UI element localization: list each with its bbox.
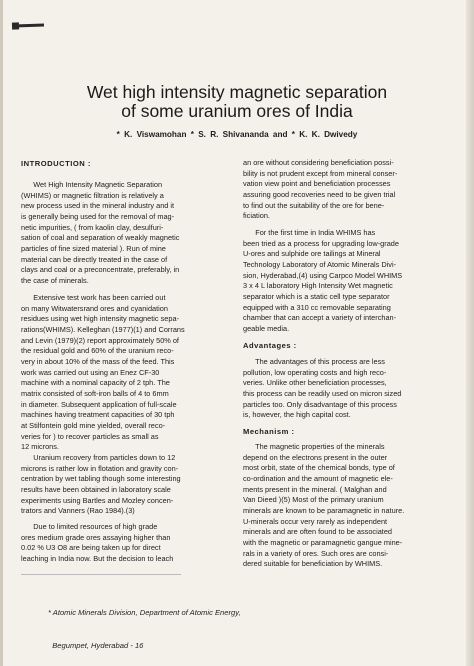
- text-line: Technology Laboratory of Atomic Minerals Divi-: [243, 259, 397, 269]
- text-line: U-ores and sulphide ore tailings at Mineral: [243, 249, 381, 259]
- text-line: machine with a nominal capacity of 2 tph. The: [21, 378, 170, 388]
- text-line: very in about 10% of the mass of the feed. This: [21, 356, 175, 366]
- text-line: 3 x 4 L laboratory High Intensity Wet magnetic: [243, 281, 393, 291]
- heading-introduction: INTRODUCTION :: [21, 159, 91, 168]
- text-line: equipped with a 310 cc removable separating: [243, 302, 391, 312]
- text-line: ments present in the mineral. ( Malghan and: [243, 484, 387, 494]
- mechanism-paragraph: [243, 442, 404, 570]
- text-line: Uranium recovery from particles down to 12: [21, 453, 176, 462]
- heading-advantages: Advantages :: [243, 341, 297, 350]
- text-line: machines having treatment capacities of 30 tph: [21, 410, 175, 420]
- text-line: ficiation.: [243, 211, 270, 221]
- text-line: the case of minerals.: [21, 275, 89, 285]
- text-line: to find out the suitability of the ore for bene-: [243, 200, 385, 210]
- text-line: The magnetic properties of the minerals: [243, 442, 385, 451]
- text-line: veries for ) to recover particles as small as: [21, 431, 159, 441]
- text-line: and Levin (1979)(2) report approximately 50% of: [21, 335, 179, 345]
- text-line: Due to limited resources of high grade: [21, 522, 158, 531]
- text-line: Wet High Intensity Magnetic Separation: [21, 180, 163, 189]
- text-line: work was carried out using an Enez CF-30: [21, 367, 160, 377]
- text-line: rations(WHIMS). Kelleghan (1977)(1) and Corrans: [21, 324, 185, 334]
- text-line: vation view point and beneficiation processes: [243, 179, 391, 189]
- text-line: Van Dieed )(5) Most of the primary uranium: [243, 495, 384, 505]
- text-line: The advantages of this process are less: [243, 357, 385, 366]
- text-line: 12 microns.: [21, 442, 59, 452]
- intro-paragraph-3: [21, 453, 181, 517]
- title-line-1: Wet high intensity magnetic separation: [86, 82, 388, 102]
- text-line: sation of coal and separation of weakly magnetic: [21, 233, 180, 243]
- text-line: 0.02 % U3 O8 are being taken up for direct: [21, 543, 161, 553]
- text-line: clays and coal or a preconcentrate, preferably, in: [21, 265, 180, 275]
- text-line: depend on the electrons present in the outer: [243, 452, 388, 462]
- text-line: leaching in India now. But the decision to leach: [21, 553, 174, 563]
- text-line: veries. Unlike other beneficiation processes,: [243, 378, 387, 388]
- text-line: dered suitable for beneficiation by WHIMS.: [243, 559, 383, 569]
- right-paragraph-2: [243, 228, 402, 335]
- text-line: particles of fine sized material ). Run of mine: [21, 243, 166, 253]
- advantages-paragraph: [243, 357, 401, 421]
- text-line: matrix consisted of soft-iron balls of 4 to 6mm: [21, 388, 169, 398]
- text-line: chamber that can accept a variety of interchan-: [243, 313, 397, 323]
- footnote-line-2: Begumpet, Hyderabad - 16: [48, 641, 144, 650]
- text-line: is generally being used for the removal of mag-: [21, 211, 175, 221]
- text-line: netic impurities, ( from kaolin clay, desulfuri-: [21, 222, 164, 232]
- text-line: pollution, low operating costs and high reco-: [243, 367, 387, 377]
- text-line: at Stilfontein gold mine yielded, overall reco-: [21, 420, 166, 430]
- corner-mark: [14, 23, 44, 27]
- intro-paragraph-4: [21, 522, 173, 565]
- text-line: on many Witwatersrand ores and cyanidation: [21, 303, 168, 313]
- text-line: ores medium grade ores assaying higher than: [21, 532, 171, 542]
- text-line: geable media.: [243, 323, 290, 333]
- authors: * K. Viswamohan * S. R. Shivananda and * K. K. Dwivedy: [116, 130, 358, 139]
- text-line: been tried as a process for upgrading low-grade: [243, 238, 399, 248]
- text-line: with the magnetic or paramagnetic gangue mine-: [243, 537, 403, 547]
- text-line: experiments using Bartles and Mozley concen-: [21, 495, 174, 505]
- text-line: most orbit, state of the chemical bonds, type of: [243, 463, 395, 473]
- text-line: minerals are known to be paramagnetic in nature.: [243, 505, 405, 515]
- footnote-separator: [21, 574, 181, 575]
- text-line: particles too. Only disadvantage of this process: [243, 399, 397, 409]
- text-line: separator which is a static cell type separator: [243, 291, 390, 301]
- text-line: the residual gold and 60% of the uranium reco-: [21, 346, 174, 356]
- heading-mechanism: Mechanism :: [243, 427, 295, 436]
- right-paragraph-1: [243, 158, 397, 222]
- title-line-2: of some uranium ores of India: [121, 101, 353, 121]
- text-line: microns is rather low in flotation and gravity con-: [21, 463, 179, 473]
- intro-paragraph-2: [21, 293, 185, 453]
- text-line: material can be directly treated in the case of: [21, 254, 168, 264]
- text-line: centration by wet tabling though some interesting: [21, 474, 181, 484]
- text-line: sion, Hyderabad,(4) using Carpco Model WHIMS: [243, 270, 403, 280]
- text-line: U-minerals occur very rarely as independent: [243, 516, 388, 526]
- footnote-line-1: * Atomic Minerals Division, Department of Atomic Energy,: [48, 608, 241, 617]
- text-line: Extensive test work has been carried out: [21, 293, 166, 302]
- text-line: minerals and are often found to be associated: [243, 527, 393, 537]
- footnote: [48, 585, 241, 662]
- text-line: assuring good recoveries need to be given trial: [243, 189, 396, 199]
- text-line: (WHIMS) or magnetic filtration is relatively a: [21, 190, 164, 200]
- text-line: an ore without considering beneficiation possi-: [243, 158, 394, 167]
- text-line: this process can be readily used on micron sized: [243, 388, 402, 398]
- text-line: trators and Vanners (Rao 1984).(3): [21, 506, 135, 516]
- text-line: is, however, the high capital cost.: [243, 410, 351, 420]
- text-line: co-ordination and the amount of magnetic ele-: [243, 473, 393, 483]
- intro-paragraph-1: [21, 180, 179, 287]
- text-line: new process used in the mineral industry and it: [21, 201, 175, 211]
- text-line: in diameter. Subsequent application of full-scale: [21, 399, 177, 409]
- text-line: For the first time in India WHIMS has: [243, 228, 376, 237]
- text-line: bility is not prudent except from mineral conser-: [243, 168, 398, 178]
- text-line: rals in a variety of ores. Such ores are consi-: [243, 548, 389, 558]
- text-line: residues using wet high intensity magnetic sepa-: [21, 314, 179, 324]
- text-line: results have been obtained in laboratory scale: [21, 484, 171, 494]
